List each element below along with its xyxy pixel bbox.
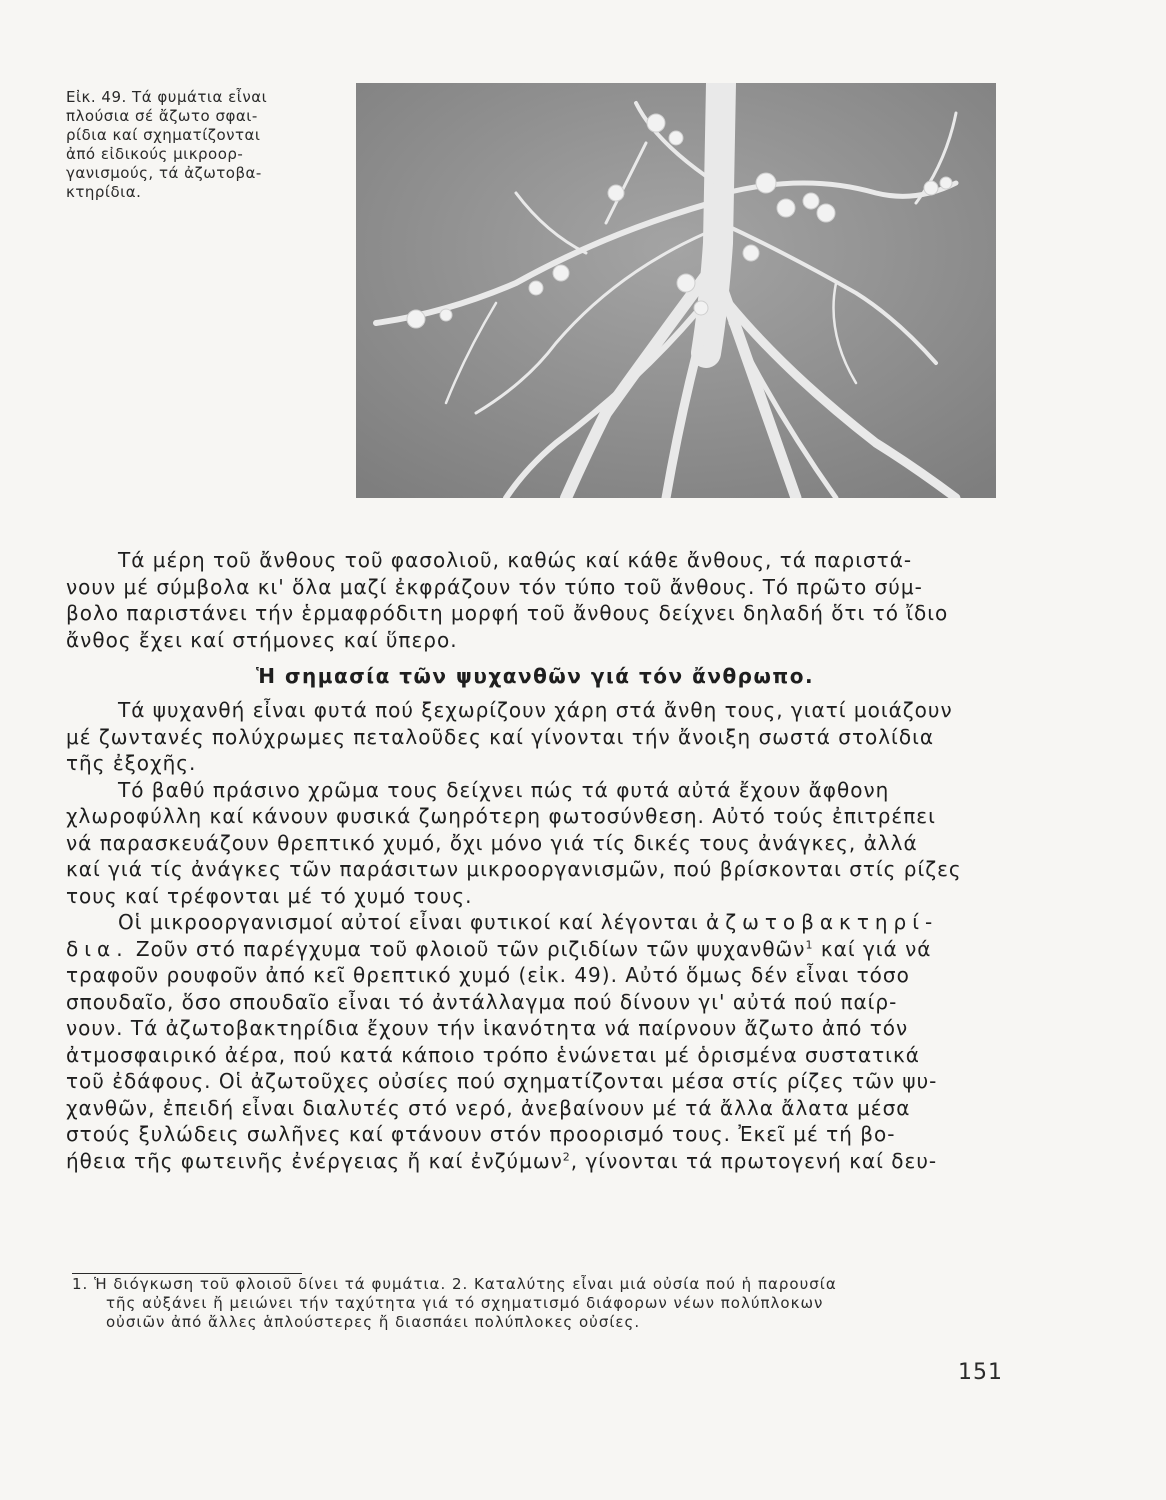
text-fragment: Ζοῦν στό παρέγχυμα τοῦ φλοιοῦ τῶν ριζιδίων τῶν ψυχανθῶν [135,936,806,961]
text-line: μέ ζωντανές πολύχρωμες πεταλοῦδες καί γίνονται τήν ἄνοιξη σωστά στολίδια [66,724,935,749]
text-line: τοῦ ἐδάφους. Οἱ ἀζωτοῦχες οὐσίες πού σχηματίζονται μέσα στίς ρίζες τῶν ψυ- [66,1069,938,1093]
caption-line: ρίδια καί σχηματίζονται [66,126,261,144]
caption-line: πλούσια σέ ἄζωτο σφαι- [66,107,258,125]
text-line: σπουδαῖο, ὅσο σπουδαῖο εἶναι τό ἀντάλλαγμα πού δίνουν γι' αὐτά πού παίρ- [66,989,898,1014]
spaced-term: ἀζωτοβακτηρί- [706,910,939,934]
text-fragment: Οἱ μικροοργανισμοί αὐτοί εἶναι φυτικοί καί λέγονται [118,910,699,934]
footnote-line: 1. Ἡ διόγκωση τοῦ φλοιοῦ δίνει τά φυμάτια. 2. Καταλύτης εἶναι μιά οὐσία πού ἡ παρουσία [72,1275,837,1293]
spaced-term: δια. [66,936,129,961]
footnote-ref: 1 [805,937,814,951]
root-nodules-illustration [356,83,996,498]
text-line: τραφοῦν ρουφοῦν ἀπό κεῖ θρεπτικό χυμό (εἰκ. 49). Αὐτό ὅμως δέν εἶναι τόσο [66,963,910,987]
caption-line: γανισμούς, τά ἀζωτοβα- [66,164,262,182]
footnote-ref: 2 [562,1149,571,1163]
text-line: ἀτμοσφαιρικό ἀέρα, πού κατά κάποιο τρόπο ἑνώνεται μέ ὁρισμένα συστατικά [66,1042,920,1067]
footnote-line: οὐσιῶν ἀπό ἄλλες ἁπλούστερες ἤ διασπάει πολύπλοκες οὐσίες. [106,1313,641,1331]
text-line: τῆς ἐξοχῆς. [66,751,197,775]
text-line: τους καί τρέφονται μέ τό χυμό τους. [66,883,473,908]
text-line [66,1148,1004,1175]
text-line: νουν μέ σύμβολα κι' ὅλα μαζί ἐκφράζουν τόν τύπο τοῦ ἄνθους. Τό πρῶτο σύμ- [66,574,923,599]
caption-line: κτηρίδια. [66,183,142,201]
text-line: ἄνθος ἔχει καί στήμονες καί ὕπερο. [66,627,458,652]
text-fragment: , γίνονται τά πρωτογενή καί δευ- [570,1148,938,1173]
caption-line: ἀπό εἰδικούς μικροορ- [66,145,244,163]
page-number: 151 [958,1360,1003,1385]
text-fragment: ήθεια τῆς φωτεινῆς ἐνέργειας ἤ καί ἐνζύμων [66,1148,563,1173]
text-line: νά παρασκευάζουν θρεπτικό χυμό, ὄχι μόνο γιά τίς δικές τους ἀνάγκες, ἀλλά [66,830,918,855]
root-nodules-photo [356,83,996,498]
text-line [66,936,1004,963]
text-line: στούς ξυλώδεις σωλῆνες καί φτάνουν στόν προορισμό τους. Ἐκεῖ μέ τή βο- [66,1122,896,1146]
text-line: χανθῶν, ἐπειδή εἶναι διαλυτές στό νερό, ἀνεβαίνουν μέ τά ἄλλα ἄλατα μέσα [66,1095,911,1120]
caption-line: Εἰκ. 49. Τά φυμάτια εἶναι [66,88,268,106]
section-heading: Ἡ σημασία τῶν ψυχανθῶν γιά τόν ἄνθρωπο. [255,664,815,688]
text-line: Τό βαθύ πράσινο χρῶμα τους δείχνει πώς τά φυτά αὐτά ἔχουν ἄφθονη [118,777,890,802]
text-fragment: καί γιά νά [820,936,932,961]
text-line: βολο παριστάνει τήν ἑρμαφρόδιτη μορφή τοῦ ἄνθους δείχνει δηλαδή ὅτι τό ἴδιο [66,601,949,625]
footnotes [72,1275,1012,1332]
text-line: νουν. Τά ἀζωτοβακτηρίδια ἔχουν τήν ἱκανότητα νά παίρνουν ἄζωτο ἀπό τόν [66,1016,909,1040]
text-line: Τά μέρη τοῦ ἄνθους τοῦ φασολιοῦ, καθώς καί κάθε ἄνθους, τά παριστά- [118,548,913,572]
footnote-divider [72,1273,302,1274]
figure-caption [66,88,356,202]
body-text [66,547,1004,1174]
text-line [66,909,1004,936]
text-line: καί γιά τίς ἀνάγκες τῶν παράσιτων μικροοργανισμῶν, πού βρίσκονται στίς ρίζες [66,857,962,881]
footnote-line: τῆς αὐξάνει ἤ μειώνει τήν ταχύτητα γιά τό σχηματισμό διάφορων νέων πολύπλοκων [106,1294,824,1312]
text-line: χλωροφύλλη καί κάνουν φυσικά ζωηρότερη φωτοσύνθεση. Αὐτό τούς ἐπιτρέπει [66,804,936,828]
text-line: Τά ψυχανθή εἶναι φυτά πού ξεχωρίζουν χάρη στά ἄνθη τους, γιατί μοιάζουν [118,698,953,722]
